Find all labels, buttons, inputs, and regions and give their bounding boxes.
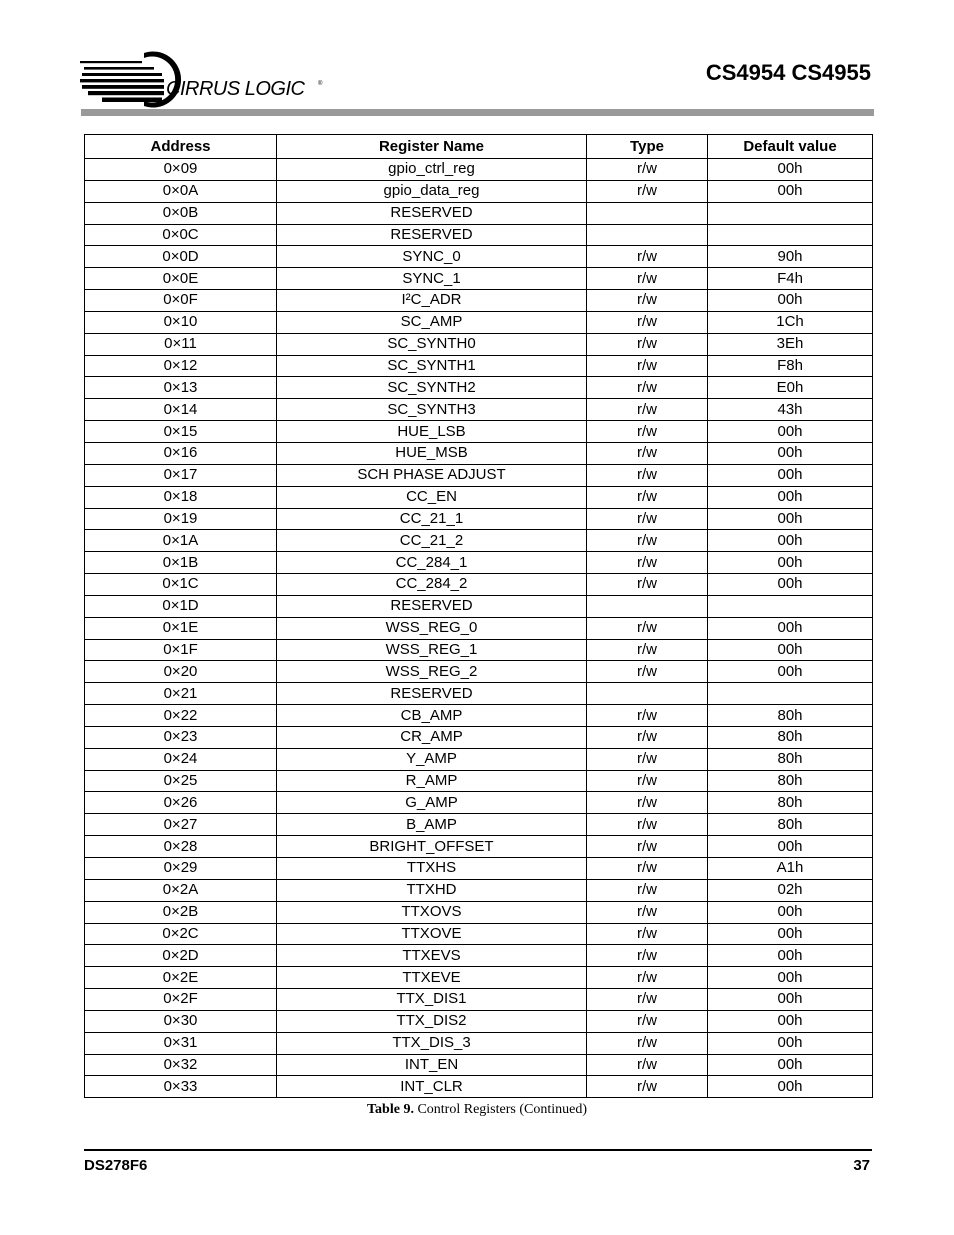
cell-default-value: 80h: [708, 792, 873, 814]
document-title: CS4954 CS4955: [705, 60, 871, 85]
cell-register-name: INT_CLR: [277, 1076, 587, 1098]
cell-default-value: 00h: [708, 180, 873, 202]
cell-register-name: CB_AMP: [277, 705, 587, 727]
cell-register-name: TTX_DIS2: [277, 1010, 587, 1032]
cell-address: 0×1B: [85, 552, 277, 574]
cell-type: r/w: [587, 748, 708, 770]
cell-register-name: TTXEVS: [277, 945, 587, 967]
cell-type: r/w: [587, 574, 708, 596]
cell-default-value: [708, 224, 873, 246]
cell-register-name: TTXHD: [277, 879, 587, 901]
cell-address: 0×0A: [85, 180, 277, 202]
cell-default-value: 00h: [708, 442, 873, 464]
column-header-default-value: Default value: [708, 135, 873, 159]
cell-type: r/w: [587, 945, 708, 967]
column-header-address: Address: [85, 135, 277, 159]
cell-register-name: I²C_ADR: [277, 290, 587, 312]
table-row: [85, 246, 873, 268]
cell-register-name: CC_21_2: [277, 530, 587, 552]
cell-type: [587, 202, 708, 224]
cell-register-name: RESERVED: [277, 683, 587, 705]
cirrus-logic-logo-icon: [80, 48, 340, 108]
cell-address: 0×2C: [85, 923, 277, 945]
table-row: [85, 639, 873, 661]
cell-type: r/w: [587, 639, 708, 661]
table-row: [85, 967, 873, 989]
cell-address: 0×32: [85, 1054, 277, 1076]
cell-register-name: SC_SYNTH3: [277, 399, 587, 421]
cell-register-name: G_AMP: [277, 792, 587, 814]
table-row: [85, 1032, 873, 1054]
cell-address: 0×11: [85, 333, 277, 355]
table-row: [85, 1054, 873, 1076]
cell-register-name: SYNC_0: [277, 246, 587, 268]
cell-type: r/w: [587, 290, 708, 312]
cell-default-value: 00h: [708, 464, 873, 486]
cell-default-value: 00h: [708, 639, 873, 661]
cell-type: r/w: [587, 836, 708, 858]
table-row: [85, 1010, 873, 1032]
cell-default-value: 3Eh: [708, 333, 873, 355]
cell-register-name: CC_EN: [277, 486, 587, 508]
svg-text:®: ®: [318, 81, 323, 87]
cell-default-value: 80h: [708, 748, 873, 770]
cell-address: 0×26: [85, 792, 277, 814]
cell-default-value: A1h: [708, 858, 873, 880]
cell-default-value: 00h: [708, 989, 873, 1011]
cell-register-name: SC_AMP: [277, 311, 587, 333]
table-row: [85, 311, 873, 333]
cell-address: 0×18: [85, 486, 277, 508]
table-row: [85, 508, 873, 530]
footer-doc-id: DS278F6: [84, 1157, 148, 1174]
cell-default-value: [708, 202, 873, 224]
cell-register-name: SYNC_1: [277, 268, 587, 290]
cell-register-name: Y_AMP: [277, 748, 587, 770]
cell-register-name: TTXHS: [277, 858, 587, 880]
cell-address: 0×2B: [85, 901, 277, 923]
cell-type: [587, 595, 708, 617]
cell-address: 0×1E: [85, 617, 277, 639]
table-caption-label: Table 9.: [367, 1102, 414, 1117]
table-row: [85, 770, 873, 792]
table-row: [85, 486, 873, 508]
cell-register-name: HUE_LSB: [277, 421, 587, 443]
cell-address: 0×10: [85, 311, 277, 333]
table-row: [85, 858, 873, 880]
cell-default-value: 00h: [708, 1010, 873, 1032]
cell-address: 0×2A: [85, 879, 277, 901]
cell-address: 0×27: [85, 814, 277, 836]
cell-address: 0×0E: [85, 268, 277, 290]
cell-register-name: TTX_DIS1: [277, 989, 587, 1011]
table-row: [85, 552, 873, 574]
table-row: [85, 530, 873, 552]
cell-address: 0×16: [85, 442, 277, 464]
cell-register-name: CR_AMP: [277, 726, 587, 748]
cell-default-value: 00h: [708, 901, 873, 923]
cell-default-value: F4h: [708, 268, 873, 290]
cell-address: 0×20: [85, 661, 277, 683]
table-row: [85, 617, 873, 639]
cell-type: r/w: [587, 989, 708, 1011]
cell-address: 0×19: [85, 508, 277, 530]
table-row: [85, 879, 873, 901]
cell-default-value: 00h: [708, 836, 873, 858]
cell-type: r/w: [587, 1032, 708, 1054]
cell-address: 0×2F: [85, 989, 277, 1011]
cell-type: r/w: [587, 377, 708, 399]
cell-type: r/w: [587, 355, 708, 377]
cell-register-name: TTXOVS: [277, 901, 587, 923]
table-row: [85, 901, 873, 923]
cell-type: r/w: [587, 617, 708, 639]
table-header-row: [85, 135, 873, 159]
cell-type: r/w: [587, 1010, 708, 1032]
table-caption: [0, 1102, 954, 1118]
cell-default-value: 00h: [708, 1032, 873, 1054]
cell-type: r/w: [587, 792, 708, 814]
control-registers-table: [84, 134, 873, 1098]
cell-type: r/w: [587, 311, 708, 333]
cell-type: r/w: [587, 705, 708, 727]
cell-address: 0×2E: [85, 967, 277, 989]
cell-default-value: [708, 683, 873, 705]
table-row: [85, 421, 873, 443]
cell-default-value: 00h: [708, 421, 873, 443]
table-row: [85, 595, 873, 617]
table-row: [85, 464, 873, 486]
cell-type: r/w: [587, 268, 708, 290]
footer-divider: [84, 1149, 872, 1151]
cell-address: 0×21: [85, 683, 277, 705]
cell-default-value: 80h: [708, 814, 873, 836]
cell-address: 0×2D: [85, 945, 277, 967]
table-row: [85, 989, 873, 1011]
cell-default-value: 00h: [708, 1076, 873, 1098]
cell-register-name: gpio_ctrl_reg: [277, 159, 587, 181]
column-header-type: Type: [587, 135, 708, 159]
cell-default-value: 43h: [708, 399, 873, 421]
cell-default-value: F8h: [708, 355, 873, 377]
cell-default-value: 80h: [708, 726, 873, 748]
cell-register-name: SC_SYNTH2: [277, 377, 587, 399]
cell-register-name: WSS_REG_1: [277, 639, 587, 661]
table-row: [85, 792, 873, 814]
cell-type: r/w: [587, 180, 708, 202]
cell-default-value: 80h: [708, 705, 873, 727]
cell-default-value: 00h: [708, 923, 873, 945]
cell-default-value: 00h: [708, 574, 873, 596]
cell-address: 0×0F: [85, 290, 277, 312]
column-header-register-name: Register Name: [277, 135, 587, 159]
cell-default-value: 80h: [708, 770, 873, 792]
table-row: [85, 705, 873, 727]
cell-type: r/w: [587, 1076, 708, 1098]
cell-type: r/w: [587, 1054, 708, 1076]
table-body: [85, 159, 873, 1098]
cell-register-name: RESERVED: [277, 595, 587, 617]
cell-register-name: RESERVED: [277, 224, 587, 246]
cell-type: r/w: [587, 858, 708, 880]
cell-address: 0×13: [85, 377, 277, 399]
table-row: [85, 377, 873, 399]
cell-address: 0×23: [85, 726, 277, 748]
cell-address: 0×29: [85, 858, 277, 880]
cell-register-name: SCH PHASE ADJUST: [277, 464, 587, 486]
header-divider: [81, 109, 874, 116]
cell-register-name: SC_SYNTH1: [277, 355, 587, 377]
table-row: [85, 923, 873, 945]
cell-default-value: 00h: [708, 552, 873, 574]
cell-address: 0×14: [85, 399, 277, 421]
cell-address: 0×31: [85, 1032, 277, 1054]
cell-default-value: 00h: [708, 1054, 873, 1076]
cell-register-name: WSS_REG_0: [277, 617, 587, 639]
cell-address: 0×0B: [85, 202, 277, 224]
cell-address: 0×1C: [85, 574, 277, 596]
cell-type: r/w: [587, 486, 708, 508]
cell-type: r/w: [587, 661, 708, 683]
cell-default-value: 90h: [708, 246, 873, 268]
table-row: [85, 333, 873, 355]
cell-register-name: R_AMP: [277, 770, 587, 792]
cell-address: 0×0C: [85, 224, 277, 246]
cell-type: r/w: [587, 399, 708, 421]
cell-type: r/w: [587, 442, 708, 464]
cell-register-name: CC_284_1: [277, 552, 587, 574]
cell-type: r/w: [587, 421, 708, 443]
table-row: [85, 814, 873, 836]
cell-address: 0×1D: [85, 595, 277, 617]
cell-address: 0×24: [85, 748, 277, 770]
cell-address: 0×0D: [85, 246, 277, 268]
table-row: [85, 268, 873, 290]
table-row: [85, 574, 873, 596]
cirrus-logic-logo: [80, 48, 340, 108]
cell-default-value: [708, 595, 873, 617]
cell-address: 0×12: [85, 355, 277, 377]
cell-type: r/w: [587, 530, 708, 552]
cell-register-name: CC_284_2: [277, 574, 587, 596]
cell-register-name: BRIGHT_OFFSET: [277, 836, 587, 858]
cell-default-value: 00h: [708, 530, 873, 552]
cell-type: r/w: [587, 814, 708, 836]
cell-register-name: gpio_data_reg: [277, 180, 587, 202]
cell-type: [587, 683, 708, 705]
table-row: [85, 224, 873, 246]
cell-type: r/w: [587, 246, 708, 268]
cell-default-value: 00h: [708, 290, 873, 312]
cell-default-value: 00h: [708, 159, 873, 181]
cell-address: 0×09: [85, 159, 277, 181]
cell-address: 0×30: [85, 1010, 277, 1032]
cell-address: 0×17: [85, 464, 277, 486]
table-row: [85, 683, 873, 705]
table-row: [85, 180, 873, 202]
table-row: [85, 202, 873, 224]
cell-type: r/w: [587, 967, 708, 989]
table-row: [85, 442, 873, 464]
cell-type: r/w: [587, 726, 708, 748]
cell-type: r/w: [587, 770, 708, 792]
cell-type: r/w: [587, 508, 708, 530]
svg-text:CIRRUS LOGIC: CIRRUS LOGIC: [166, 78, 305, 100]
table-row: [85, 355, 873, 377]
table-row: [85, 945, 873, 967]
cell-register-name: SC_SYNTH0: [277, 333, 587, 355]
cell-address: 0×33: [85, 1076, 277, 1098]
cell-default-value: 00h: [708, 486, 873, 508]
table-row: [85, 1076, 873, 1098]
cell-register-name: TTXEVE: [277, 967, 587, 989]
cell-default-value: 1Ch: [708, 311, 873, 333]
cell-default-value: 00h: [708, 617, 873, 639]
cell-address: 0×1F: [85, 639, 277, 661]
cell-default-value: 00h: [708, 661, 873, 683]
table-row: [85, 836, 873, 858]
cell-address: 0×1A: [85, 530, 277, 552]
cell-default-value: 00h: [708, 945, 873, 967]
table-row: [85, 159, 873, 181]
footer-page-number: 37: [853, 1157, 870, 1174]
table-row: [85, 661, 873, 683]
cell-register-name: TTX_DIS_3: [277, 1032, 587, 1054]
table-row: [85, 748, 873, 770]
cell-register-name: RESERVED: [277, 202, 587, 224]
cell-register-name: INT_EN: [277, 1054, 587, 1076]
cell-register-name: TTXOVE: [277, 923, 587, 945]
cell-type: r/w: [587, 464, 708, 486]
cell-default-value: 02h: [708, 879, 873, 901]
table-caption-text: Control Registers (Continued): [413, 1102, 587, 1117]
cell-register-name: WSS_REG_2: [277, 661, 587, 683]
cell-register-name: CC_21_1: [277, 508, 587, 530]
table-row: [85, 290, 873, 312]
cell-address: 0×15: [85, 421, 277, 443]
cell-default-value: 00h: [708, 508, 873, 530]
cell-address: 0×28: [85, 836, 277, 858]
table-row: [85, 726, 873, 748]
cell-type: r/w: [587, 879, 708, 901]
cell-register-name: B_AMP: [277, 814, 587, 836]
cell-default-value: 00h: [708, 967, 873, 989]
cell-type: [587, 224, 708, 246]
cell-type: r/w: [587, 552, 708, 574]
table-row: [85, 399, 873, 421]
cell-type: r/w: [587, 159, 708, 181]
cell-type: r/w: [587, 333, 708, 355]
cell-type: r/w: [587, 901, 708, 923]
cell-register-name: HUE_MSB: [277, 442, 587, 464]
cell-type: r/w: [587, 923, 708, 945]
cell-default-value: E0h: [708, 377, 873, 399]
cell-address: 0×22: [85, 705, 277, 727]
cell-address: 0×25: [85, 770, 277, 792]
